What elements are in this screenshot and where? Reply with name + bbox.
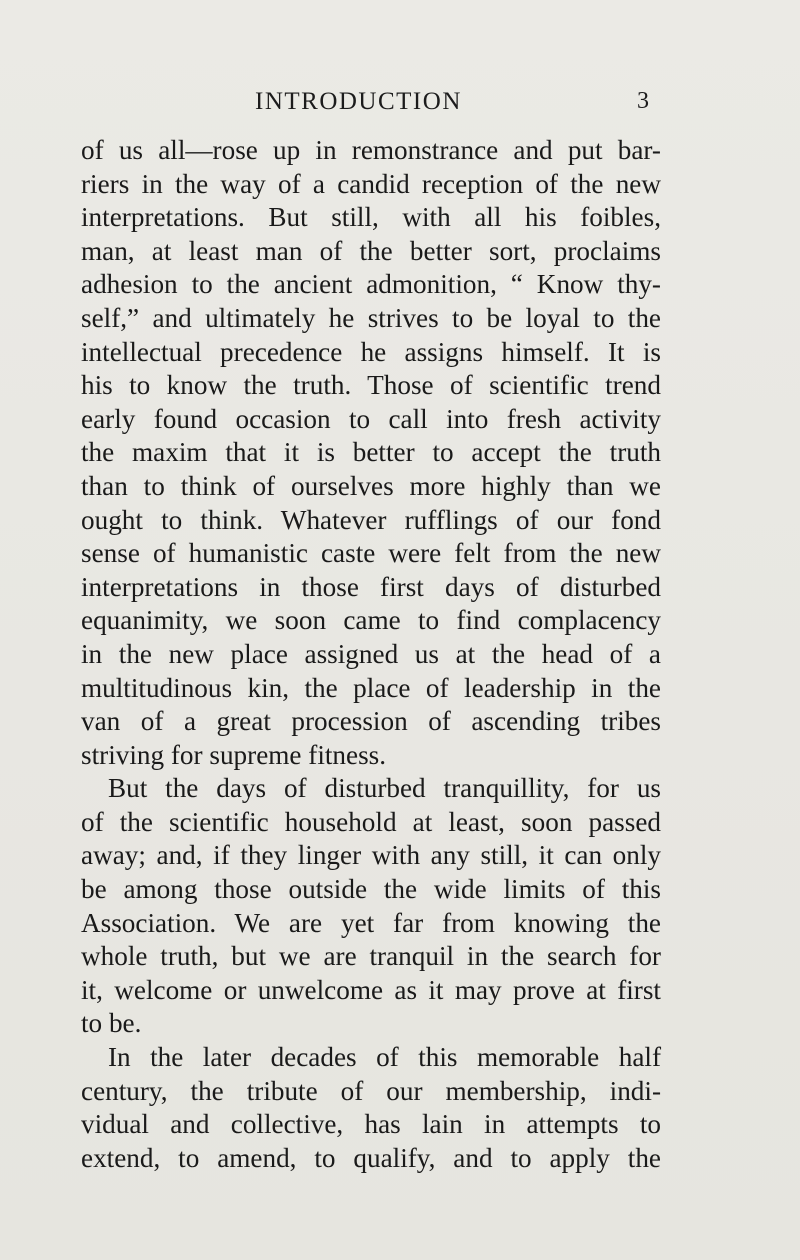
text-line: early found occasion to call into fresh activity [81, 403, 661, 434]
text-line: adhesion to the ancient admonition, “ Know thy- [81, 269, 661, 300]
body-text [81, 134, 661, 1175]
page-number: 3 [637, 88, 649, 114]
text-line: self,” and ultimately he strives to be loyal to the [81, 302, 661, 333]
text-line: Association. We are yet far from knowing the [81, 907, 661, 938]
text-line: in the new place assigned us at the head of a [81, 638, 661, 669]
text-line: ought to think. Whatever rufflings of our fond [81, 504, 661, 535]
text-line: vidual and collective, has lain in attempts to [81, 1109, 661, 1140]
paragraph-end-line: striving for supreme fitness. [81, 739, 387, 770]
text-line: the maxim that it is better to accept the truth [81, 437, 661, 468]
text-line: interpretations in those first days of disturbed [81, 571, 661, 602]
text-line: van of a great procession of ascending tribes [81, 706, 661, 737]
text-line: than to think of ourselves more highly than we [81, 470, 661, 501]
text-line: interpretations. But still, with all his foibles, [81, 202, 661, 233]
text-line: extend, to amend, to qualify, and to apply the [81, 1142, 661, 1173]
text-line: it, welcome or unwelcome as it may prove at first [81, 974, 661, 1005]
text-line: man, at least man of the better sort, proclaims [81, 235, 661, 266]
text-line: of us all—rose up in remonstrance and put bar- [81, 135, 661, 165]
text-line: intellectual precedence he assigns himself. It is [81, 336, 661, 367]
paragraph-first-line: But the days of disturbed tranquillity, for us [108, 773, 661, 804]
text-line: his to know the truth. Those of scientific trend [81, 370, 661, 401]
text-line: multitudinous kin, the place of leadership in the [81, 672, 661, 703]
text-line: away; and, if they linger with any still, it can only [81, 840, 661, 871]
paragraph-first-line: In the later decades of this memorable half [108, 1042, 661, 1073]
page-header [0, 88, 800, 118]
text-line: of the scientific household at least, soon passed [81, 806, 661, 837]
text-line: equanimity, we soon came to find complacency [81, 605, 661, 636]
text-line: be among those outside the wide limits of this [81, 874, 661, 905]
text-line: century, the tribute of our membership, indi- [81, 1075, 661, 1106]
paragraph-end-line: to be. [81, 1008, 142, 1039]
text-line: sense of humanistic caste were felt from the new [81, 538, 661, 569]
text-line: riers in the way of a candid reception of the new [81, 168, 661, 199]
running-head: INTRODUCTION [255, 88, 462, 115]
text-line: whole truth, but we are tranquil in the search for [81, 941, 661, 972]
